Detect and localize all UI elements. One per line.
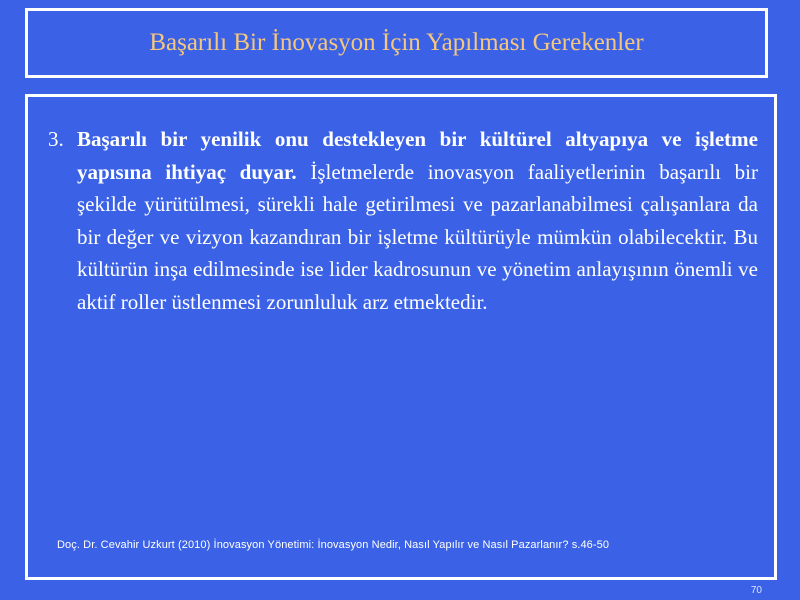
content-frame	[25, 94, 777, 580]
item-body-text: İşletmelerde inovasyon faaliyetlerinin başarılı bir şekilde yürütülmesi, sürekli hale getirilmesi ve pazarlanabilmesi çalışanlara da bir değer ve vizyon kazandıran bir işletme kültürüyle mümkün olabilecektir. Bu kültürün inşa edilmesinde ise lider kadrosunun ve yönetim anlayışının önemli ve aktif roller üstlenmesi zorunluluk arz etmektedir.	[77, 159, 758, 314]
list-item	[48, 123, 758, 318]
slide-title: Başarılı Bir İnovasyon İçin Yapılması Gerekenler	[149, 29, 644, 56]
item-bold-text: Başarılı bir yenilik onu destekleyen bir kültürel altyapıya ve işletme yapısına ihtiyaç duyar.	[77, 127, 758, 184]
item-body	[77, 123, 758, 318]
citation: Doç. Dr. Cevahir Uzkurt (2010) İnovasyon Yönetimi: İnovasyon Nedir, Nasıl Yapılır ve Nasıl Pazarlanır? s.46-50	[57, 539, 610, 551]
title-frame	[25, 8, 768, 78]
page-number: 70	[750, 585, 762, 596]
item-number: 3.	[48, 127, 64, 151]
